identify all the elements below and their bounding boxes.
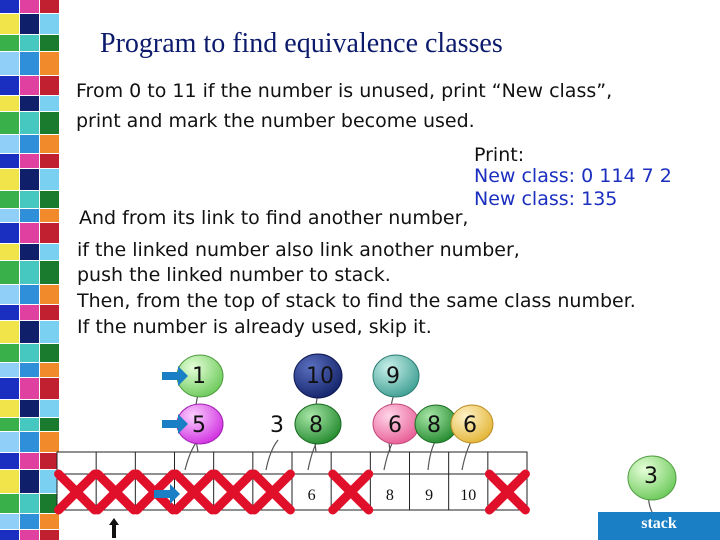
body-line-4: Then, from the top of stack to find the same class number.	[77, 290, 636, 312]
body-line-2: if the linked number also link another number,	[77, 239, 520, 261]
print-heading: Print:	[474, 144, 525, 166]
print-value: 11	[599, 165, 624, 187]
print-value: 1	[581, 188, 594, 210]
array-cell-value: 8	[385, 487, 394, 504]
node-label: 1	[192, 364, 206, 389]
body-line-1: And from its link to find another number,	[79, 207, 469, 229]
node-label: 8	[309, 413, 323, 438]
print-value: 2	[659, 165, 672, 187]
index-pointer	[109, 518, 119, 538]
node-label: 6	[388, 413, 402, 438]
print-line-2-label: New class:	[474, 188, 576, 210]
intro-line-1: From 0 to 11 if the number is unused, print “New class”,	[76, 80, 613, 102]
print-value: 0	[581, 165, 594, 187]
arrow-up-icon	[109, 518, 119, 538]
node-label: 10	[306, 364, 334, 389]
array-cell-value: 6	[307, 487, 316, 504]
node-label: 6	[463, 413, 477, 438]
body-line-5: If the number is already used, skip it.	[77, 316, 432, 338]
node-label: 8	[427, 413, 441, 438]
stack-label: stack	[598, 512, 720, 540]
array-cell-value: 9	[425, 487, 434, 504]
print-value: 3	[593, 188, 606, 210]
page-title: Program to find equivalence classes	[100, 28, 503, 59]
node-label: 5	[192, 413, 206, 438]
body-line-3: push the linked number to stack.	[77, 264, 391, 286]
print-value: 4	[623, 165, 636, 187]
node-label: 9	[386, 364, 400, 389]
stack-top-value: 3	[644, 464, 658, 489]
node-label: 3	[270, 413, 284, 438]
print-value: 7	[641, 165, 654, 187]
print-value: 5	[605, 188, 618, 210]
intro-line-2: print and mark the number become used.	[76, 110, 475, 132]
array-cell-value: 10	[460, 487, 477, 504]
print-line-1-label: New class:	[474, 165, 576, 187]
